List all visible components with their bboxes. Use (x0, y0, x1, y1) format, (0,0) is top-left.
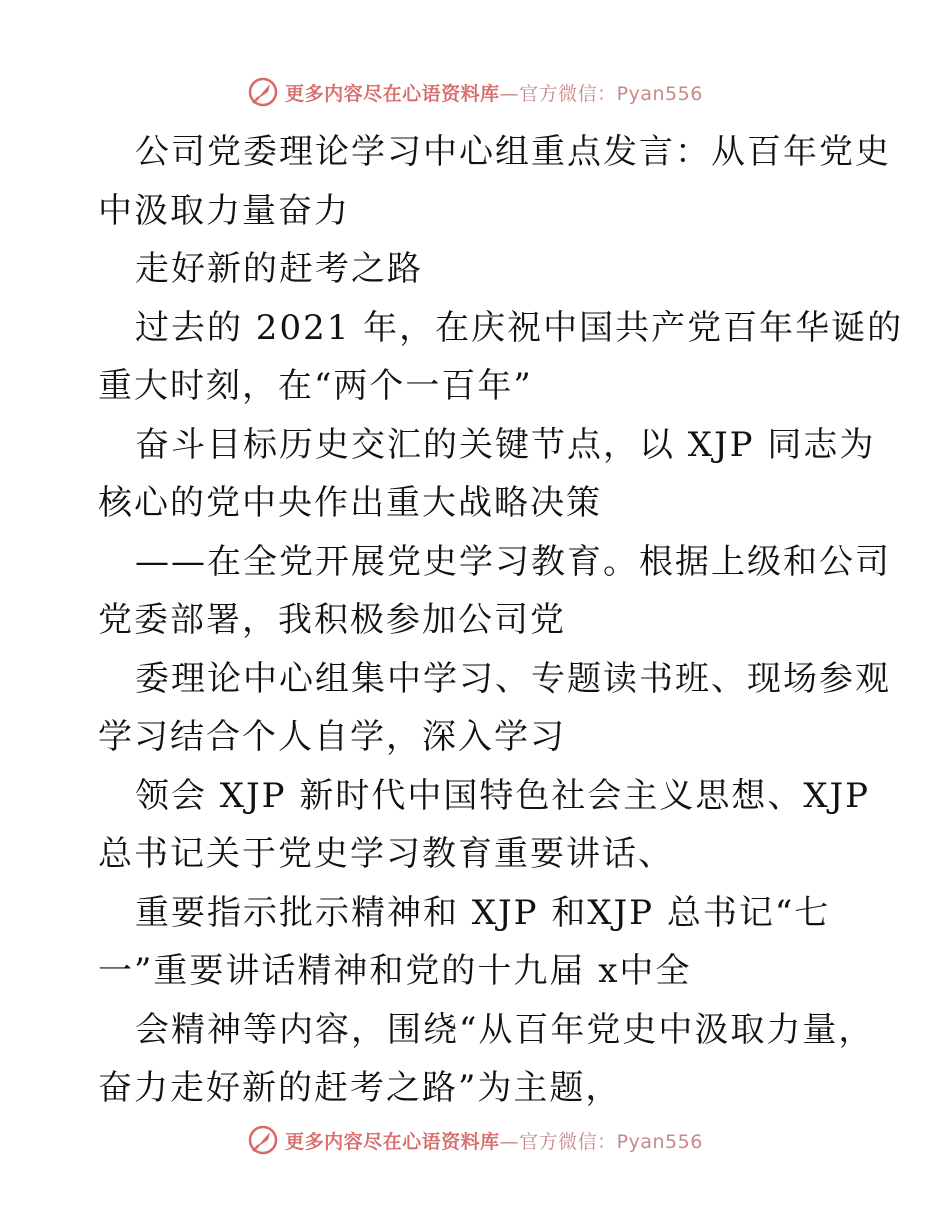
text-line: 公司党委理论学习中心组重点发言：从百年党史 (135, 132, 891, 172)
text-line: 委理论中心组集中学习、专题读书班、现场参观 (135, 658, 891, 699)
text-line: 核心的党中央作出重大战略决策 (98, 483, 602, 523)
text-line: 一”重要讲话精神和党的十九届 x中全 (98, 951, 692, 991)
footer-watermark (0, 1120, 950, 1160)
document-body (98, 123, 904, 1118)
watermark-sub: —官方微信：Pyan556 (499, 82, 703, 105)
watermark-main: 更多内容尽在心语资料库 (285, 1130, 500, 1153)
watermark-text (285, 79, 703, 106)
text-line: 重要指示批示精神和 XJP 和XJP 总书记“七 (135, 892, 831, 933)
text-line: 学习结合个人自学，深入学习 (98, 717, 566, 757)
text-line: 奋力走好新的赶考之路”为主题， (98, 1068, 622, 1108)
text-line: 过去的 2021 年，在庆祝中国共产党百年华诞的 (135, 307, 904, 348)
text-line: ——在全党开展党史学习教育。根据上级和公司 (135, 541, 891, 582)
text-line: 重大时刻，在“两个一百年” (98, 366, 533, 406)
text-line: 总书记关于党史学习教育重要讲话、 (98, 834, 674, 874)
text-line: 奋斗目标历史交汇的关键节点，以 XJP 同志为 (135, 424, 876, 465)
quill-logo-icon (247, 1124, 279, 1156)
text-line: 中汲取力量奋力 (98, 190, 350, 231)
text-line: 领会 XJP 新时代中国特色社会主义思想、XJP (135, 775, 871, 816)
text-line: 党委部署，我积极参加公司党 (98, 600, 566, 640)
quill-logo-icon (247, 76, 279, 108)
watermark-text (285, 1127, 703, 1154)
header-watermark (0, 72, 950, 112)
text-line: 走好新的赶考之路 (135, 249, 423, 289)
watermark-sub: —官方微信：Pyan556 (499, 1130, 703, 1153)
watermark-main: 更多内容尽在心语资料库 (285, 82, 500, 105)
text-line: 会精神等内容，围绕“从百年党史中汲取力量， (135, 1009, 875, 1050)
